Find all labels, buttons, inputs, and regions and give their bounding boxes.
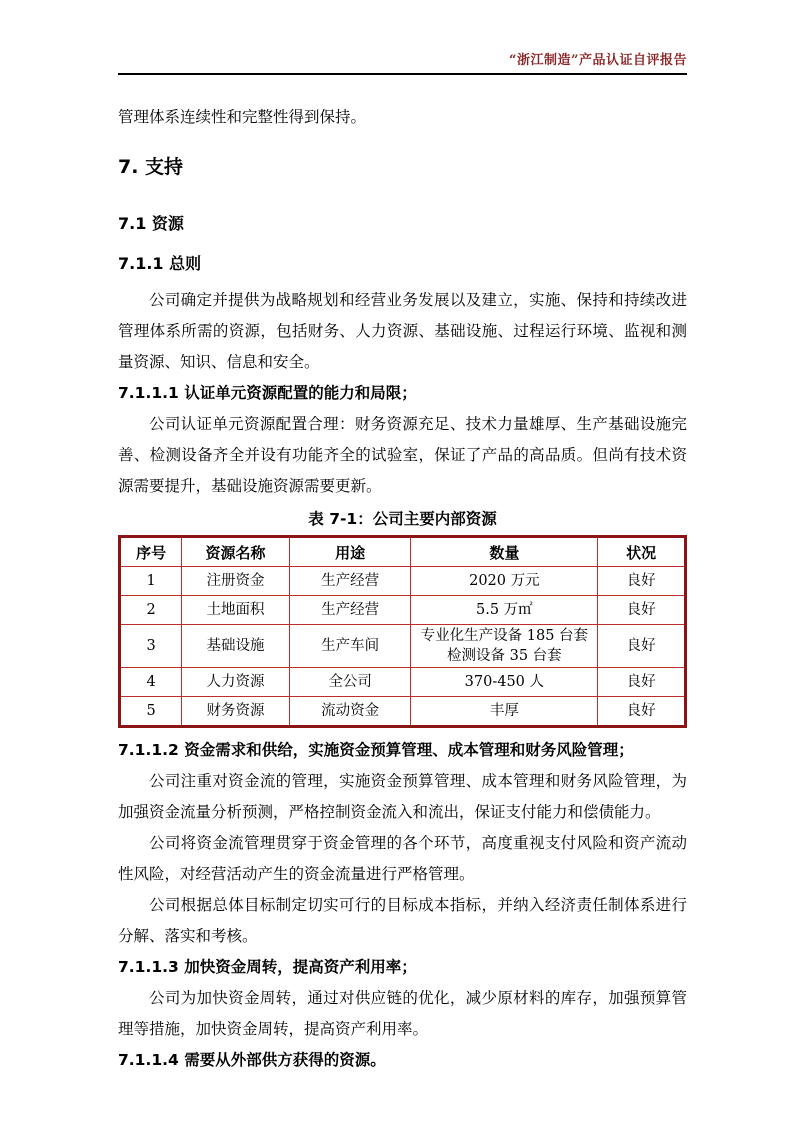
paragraph-7-1-1-3: 公司为加快资金周转，通过对供应链的优化，减少原材料的库存，加强预算管理等措施，加快资金周转，提高资产利用率。	[118, 989, 687, 1038]
cell-seq: 1	[120, 567, 182, 596]
page-header	[118, 0, 687, 75]
cell-status: 良好	[598, 668, 686, 697]
heading-7-1-1-2: 7.1.1.2 资金需求和供给，实施资金预算管理、成本管理和财务风险管理；	[118, 741, 634, 759]
cell-status: 良好	[598, 567, 686, 596]
table-header-row	[120, 537, 686, 567]
table-caption: 表 7-1：公司主要内部资源	[308, 510, 497, 528]
cell-use: 生产经营	[289, 567, 411, 596]
paragraph-7-1-1-2-c: 公司根据总体目标制定切实可行的目标成本指标，并纳入经济责任制体系进行分解、落实和考核。	[118, 896, 687, 945]
table-row	[120, 697, 686, 727]
cell-seq: 3	[120, 625, 182, 668]
cell-name: 财务资源	[182, 697, 290, 727]
paragraph-7-1-1-2-a: 公司注重对资金流的管理，实施资金预算管理、成本管理和财务风险管理，为加强资金流量分析预测，严格控制资金流入和流出，保证支付能力和偿债能力。	[118, 772, 687, 821]
cell-name: 土地面积	[182, 596, 290, 625]
cell-use: 生产车间	[289, 625, 411, 668]
table-header-name: 资源名称	[182, 537, 290, 567]
report-header-title: “浙江制造”产品认证自评报告	[509, 53, 687, 68]
heading-7-1-1-4: 7.1.1.4 需要从外部供方获得的资源。	[118, 1051, 386, 1069]
paragraph-7-1-1-2-b: 公司将资金流管理贯穿于资金管理的各个环节，高度重视支付风险和资产流动性风险，对经营活动产生的资金流量进行严格管理。	[118, 834, 687, 883]
paragraph-7-1-1-1: 公司认证单元资源配置合理：财务资源充足、技术力量雄厚、生产基础设施完善、检测设备齐全并设有功能齐全的试验室，保证了产品的高品质。但尚有技术资源需要提升，基础设施资源需要更新。	[118, 415, 687, 495]
cell-seq: 4	[120, 668, 182, 697]
table-row	[120, 625, 686, 668]
resources-table	[118, 535, 687, 728]
cell-name: 人力资源	[182, 668, 290, 697]
qty-line: 2020 万元	[469, 573, 540, 589]
table-header-use: 用途	[289, 537, 411, 567]
table-row	[120, 668, 686, 697]
cell-qty	[411, 697, 598, 727]
cell-qty	[411, 625, 598, 668]
cell-status: 良好	[598, 625, 686, 668]
cell-name: 注册资金	[182, 567, 290, 596]
cell-use: 生产经营	[289, 596, 411, 625]
table-header-status: 状况	[598, 537, 686, 567]
qty-line: 丰厚	[489, 703, 519, 719]
cell-use: 流动资金	[289, 697, 411, 727]
cell-status: 良好	[598, 596, 686, 625]
paragraph-continuation: 管理体系连续性和完整性得到保持。	[118, 108, 367, 126]
qty-line: 专业化生产设备 185 台套	[420, 628, 589, 644]
cell-qty	[411, 567, 598, 596]
heading-7-support: 7. 支持	[118, 156, 184, 178]
heading-7-1-resources: 7.1 资源	[118, 214, 184, 233]
cell-qty	[411, 596, 598, 625]
page-content	[118, 102, 687, 1076]
cell-use: 全公司	[289, 668, 411, 697]
heading-7-1-1-general: 7.1.1 总则	[118, 254, 202, 273]
cell-status: 良好	[598, 697, 686, 727]
heading-7-1-1-1: 7.1.1.1 认证单元资源配置的能力和局限；	[118, 384, 417, 402]
table-header-seq: 序号	[120, 537, 182, 567]
table-row	[120, 567, 686, 596]
qty-line: 370-450 人	[464, 674, 545, 690]
cell-seq: 2	[120, 596, 182, 625]
qty-line: 检测设备 35 台套	[447, 648, 562, 664]
cell-qty	[411, 668, 598, 697]
table-row	[120, 596, 686, 625]
paragraph-resource-principle: 公司确定并提供为战略规划和经营业务发展以及建立，实施、保持和持续改进管理体系所需的资源，包括财务、人力资源、基础设施、过程运行环境、监视和测量资源、知识、信息和安全。	[118, 291, 687, 371]
qty-line: 5.5 万㎡	[476, 602, 533, 618]
cell-name: 基础设施	[182, 625, 290, 668]
table-header-qty: 数量	[411, 537, 598, 567]
cell-seq: 5	[120, 697, 182, 727]
heading-7-1-1-3: 7.1.1.3 加快资金周转，提高资产利用率；	[118, 958, 417, 976]
